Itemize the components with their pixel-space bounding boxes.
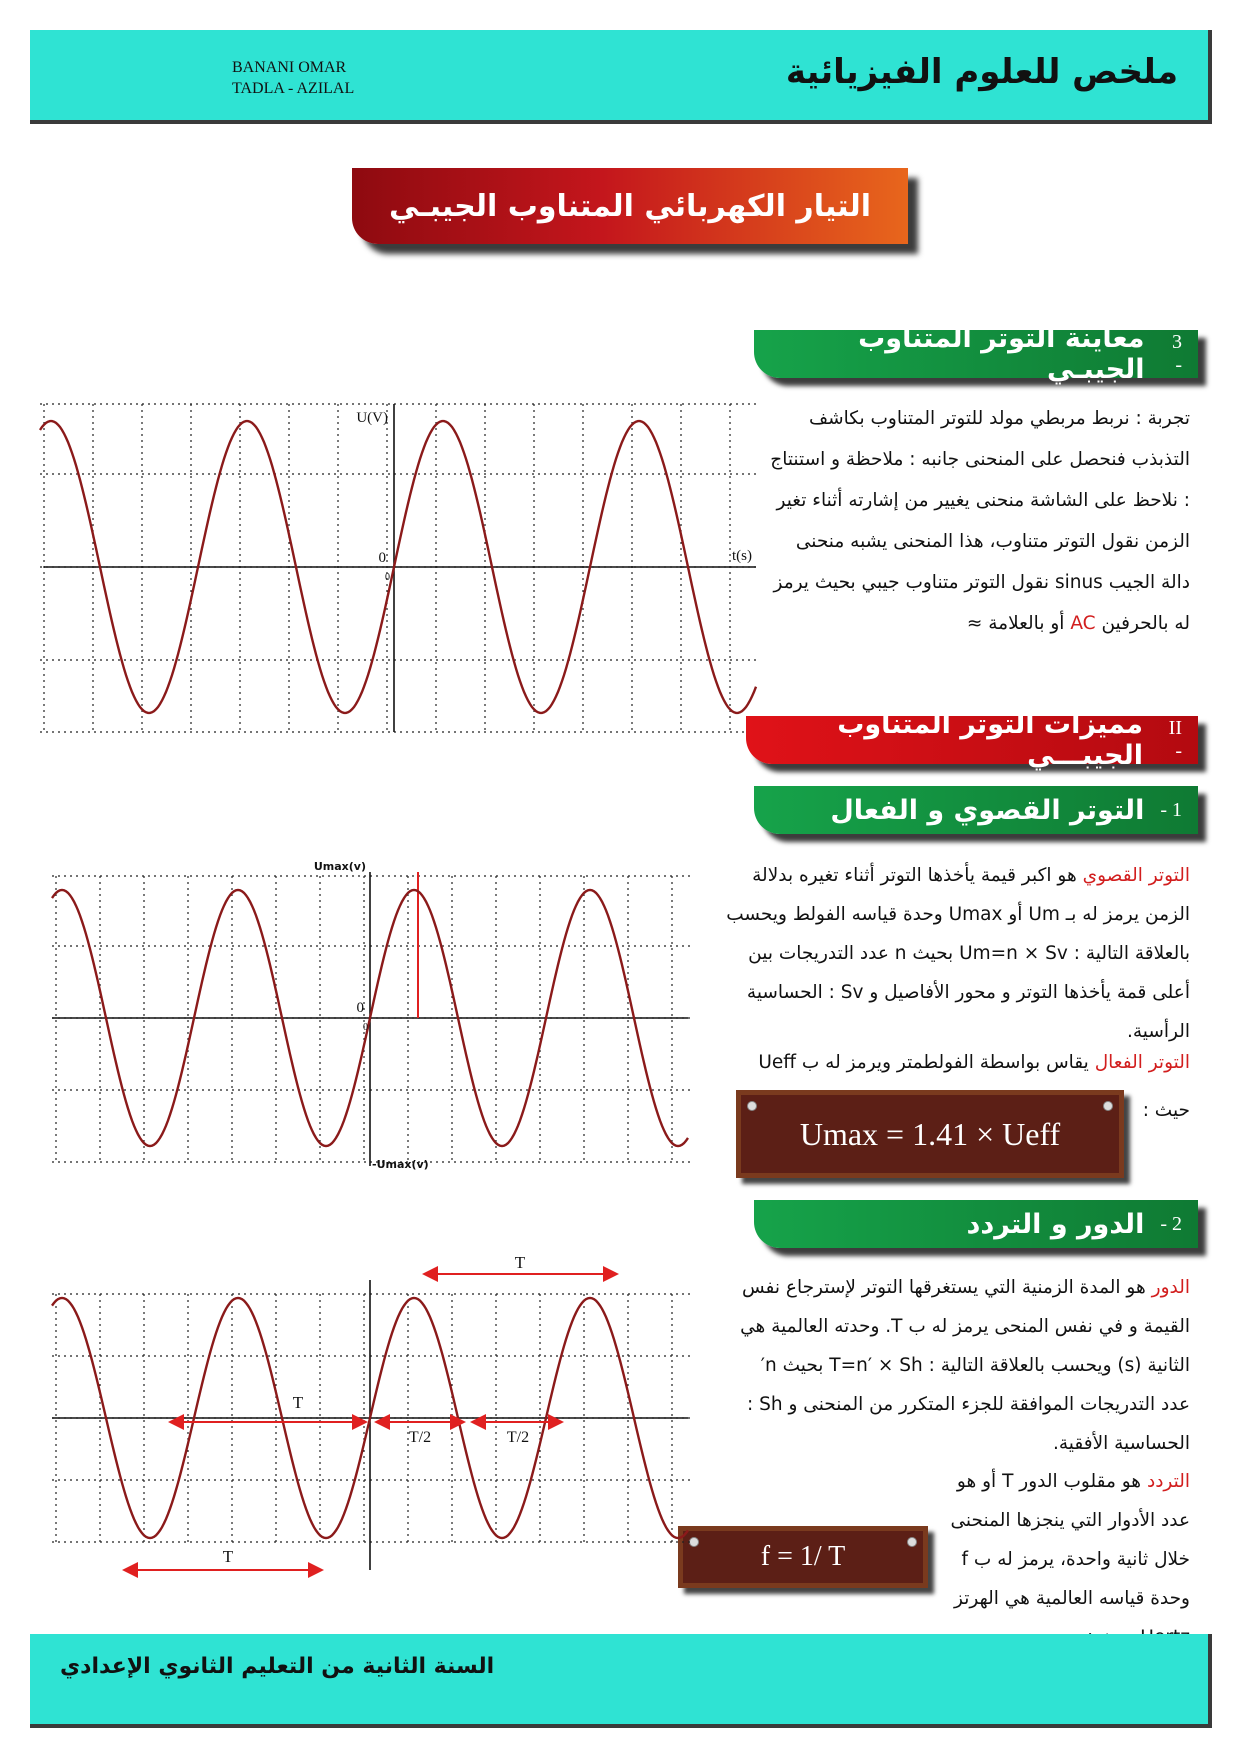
section-II-title: مميزات التوتر المتناوب الجيبـــي — [837, 709, 1143, 771]
graph3-label-bottom: T — [222, 1547, 234, 1566]
section-2-title: الدور و التردد — [966, 1208, 1145, 1240]
ac-tail: أو بالعلامة ≈ — [966, 613, 1065, 634]
graph1-grid — [40, 404, 760, 732]
formula-frequency-plaque — [678, 1526, 928, 1588]
graph3-label-half2: T/2 — [506, 1429, 530, 1446]
section-II-header — [746, 709, 1198, 771]
section-3-text: تجربة : نربط مربطي مولد للتوتر المتناوب بكاشف التذبذب فنحصل على المنحنى جانبه : ملاحظة و استنتاج : نلاحظ على الشاشة منحنى يغيير من إشارته أثناء تغير الزمن نقول التوتر متناوب، هذا المنحنى يشبه منحنى دالة الجيب sinus نقول التوتر متناوب جيبي بحيث يرمز له بالحرفين — [770, 408, 1190, 634]
section-1-title: التوتر القصوي و الفعال — [830, 794, 1145, 826]
ac-word: AC — [1070, 613, 1096, 634]
footer-band — [30, 1634, 1212, 1728]
max-voltage-paragraph — [716, 856, 1190, 1051]
graph2-minus-umax-label: -Umax(v) — [372, 1158, 429, 1171]
graph1-zero: 0 — [378, 550, 386, 566]
section-3-title: معاينة التوتر المتناوب الجيبـي — [858, 323, 1145, 385]
graph1-origin: 0 — [385, 572, 390, 583]
formula-umax-plaque — [736, 1090, 1124, 1178]
graph2-grid — [52, 876, 692, 1162]
section-3-number: 3 - — [1172, 331, 1182, 376]
author-block — [232, 57, 354, 99]
formula-frequency: f = 1/ T — [760, 1541, 846, 1572]
eff-voltage-paragraph — [716, 1048, 1190, 1078]
graph2-umax-label: Umax(v) — [313, 860, 366, 873]
author-name: BANANI OMAR — [232, 59, 347, 76]
brand-title: ملخص للعلوم الفيزيائية — [785, 52, 1178, 92]
graph-max-voltage — [52, 860, 692, 1171]
term-max-voltage: التوتر القصوي — [1082, 865, 1190, 886]
section-2-header — [754, 1200, 1198, 1248]
section-3-header — [754, 323, 1198, 385]
max-voltage-text: هو اكبر قيمة يأخذها التوتر أثناء تغيره بدلالة الزمن يرمز له بـ Um أو Umax وحدة قياسه الفولط ويحسب بالعلاقة التالية : Um=n × Sv بحيث n عدد التدريجات بين أعلى قمة يأخذها التوتر و محور الأفاصيل و Sv : الحساسية الرأسية. — [726, 865, 1190, 1042]
graph3-label-left: T — [292, 1393, 304, 1412]
period-text: هو المدة الزمنية التي يستغرقها التوتر لإسترجاع نفس القيمة و في نفس المنحى يرمز له ب T. وحدته العالمية هي الثانية (s) ويحسب بالعلاقة التالية : T=n′ × Sh بحيث n′ عدد التدريجات الموافقة للجزء المتكرر من المنحنى و Sh : الحساسية الأفقية. — [740, 1277, 1190, 1454]
graph-period — [52, 1250, 692, 1590]
author-place: TADLA - AZILAL — [232, 80, 355, 97]
term-period: الدور — [1151, 1277, 1190, 1298]
section-1-number: 1 - — [1160, 798, 1182, 821]
eff-voltage-text: يقاس بواسطة الفولطمتر ويرمز له ب Ueff — [758, 1052, 1089, 1073]
footer-text: السنة الثانية من التعليم الثانوي الإعدادي — [60, 1654, 495, 1679]
frequency-text: هو مقلوب الدور T أو هو عدد الأدوار التي ينجزها المنحنى خلال ثانية واحدة، يرمز له ب f وحدة قياسه العالمية هي الهرتز — [950, 1471, 1190, 1609]
term-eff-voltage: التوتر الفعال — [1094, 1052, 1190, 1073]
section-3-paragraph — [762, 398, 1190, 644]
frequency-paragraph — [940, 1462, 1190, 1657]
graph2-zero: 0 — [356, 1000, 364, 1016]
graph3-label-half1: T/2 — [408, 1429, 432, 1446]
graph-voltage-observation — [40, 400, 760, 736]
period-paragraph — [740, 1268, 1190, 1463]
graph2-origin: 0 — [363, 1022, 368, 1033]
formula-umax: Umax = 1.41 × Ueff — [799, 1115, 1061, 1152]
section-1-header — [754, 786, 1198, 834]
term-frequency: التردد — [1146, 1471, 1190, 1492]
graph1-ylabel: U(V) — [356, 410, 388, 426]
graph3-label-top: T — [514, 1253, 526, 1272]
graph1-xlabel: t(s) — [732, 548, 752, 564]
page-title-box — [352, 168, 908, 244]
section-2-number: 2 - — [1160, 1212, 1182, 1235]
section-II-number: II - — [1168, 717, 1182, 762]
page-title: التيار الكهربائي المتناوب الجيبـي — [389, 188, 871, 224]
where-label: حيث : — [1142, 1100, 1190, 1121]
